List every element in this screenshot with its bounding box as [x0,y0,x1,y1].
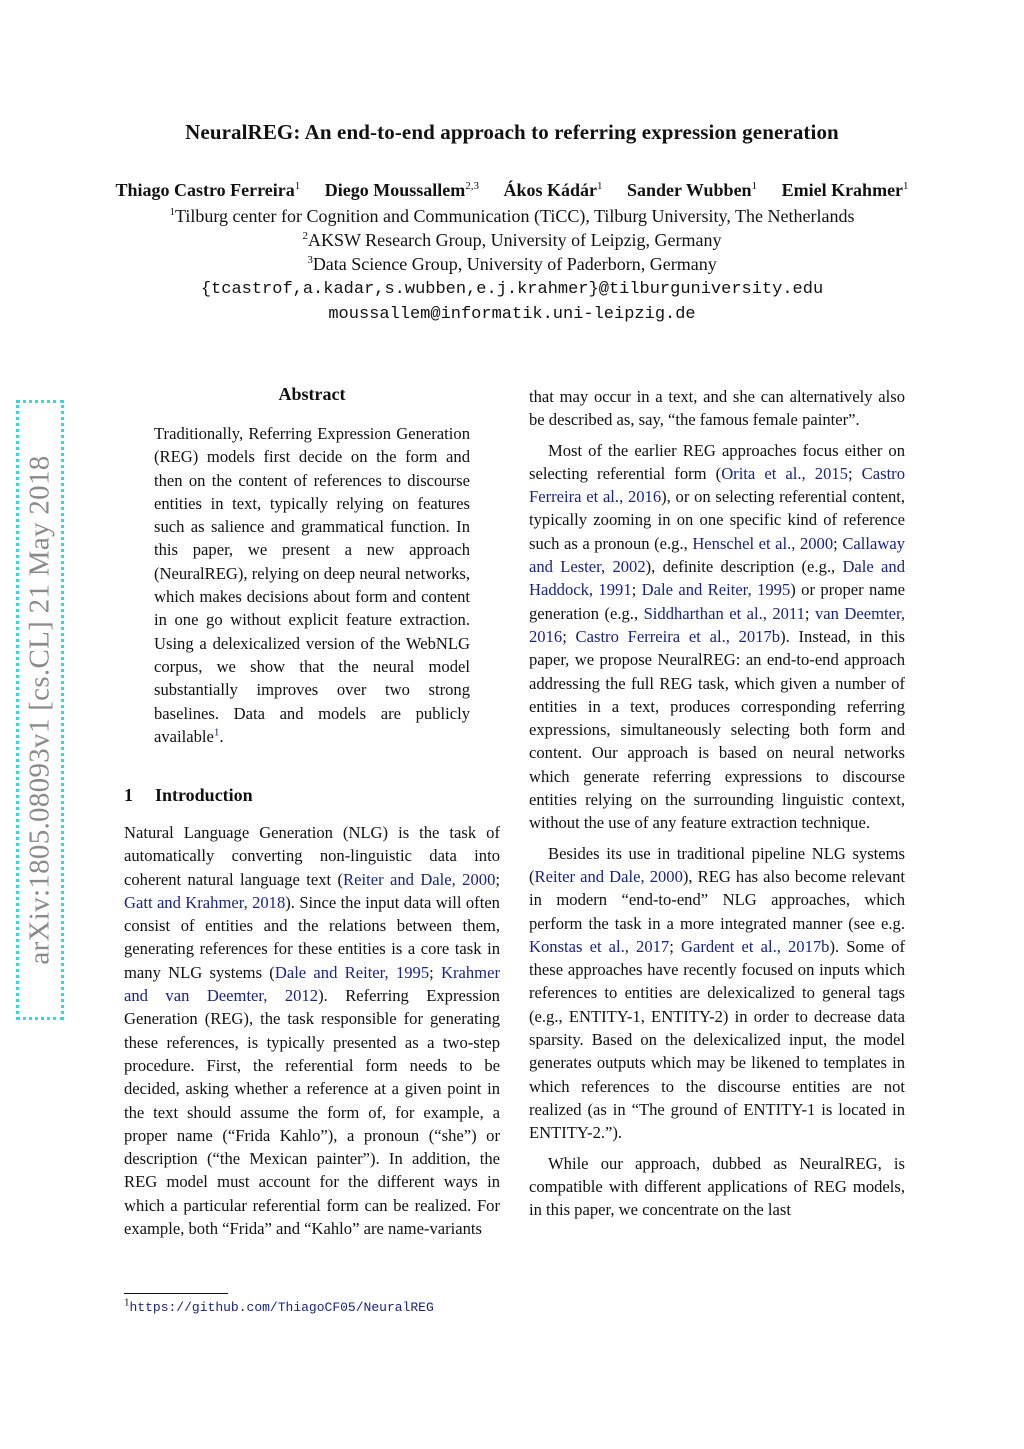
citation-link[interactable]: Reiter and Dale, 2000 [534,866,683,886]
author-5: Emiel Krahmer$^1$ [781,180,909,200]
citation-link[interactable]: Reiter and Dale, 2000 [343,869,496,889]
paragraph [529,1152,905,1222]
affiliation-3: $^3$Data Science Group, University of Paderborn, Germany [307,254,717,274]
body-text: Natural Language Generation (NLG) is the task of automatically converting non-linguistic data into coherent natural language text ( [124,823,500,889]
author-4: Sander Wubben$^1$ [627,180,758,200]
body-text: ), definite description (e.g., [645,557,843,577]
citation-link[interactable]: Dale and Reiter, 1995 [641,580,791,600]
citation-link[interactable]: van Deemter, 2016 [529,603,905,646]
author-2: Diego Moussallem$^{2,3}$ [324,180,479,200]
arxiv-identifier-text: arXiv:1805.08093v1 [cs.CL] 21 May 2018 [23,455,56,965]
author-1: Thiago Castro Ferreira$^1$ [115,180,301,200]
citation-link[interactable]: Henschel et al., 2000 [692,533,834,553]
body-text: that may occur in a text, and she can alternatively also be described as, say, “the famous female painter”. [529,387,905,430]
citation-link[interactable]: Callaway and Lester, 2002 [529,533,905,577]
intro-left-column [124,821,500,1240]
paragraph [529,842,905,1145]
citation-link[interactable]: Siddharthan et al., 2011 [643,603,805,623]
body-text: ; [833,533,843,553]
section-heading-introduction: 1 Introduction [124,785,253,805]
author-3: Ákos Kádár$^1$ [503,180,603,200]
paragraph [529,385,905,432]
body-text: While our approach, dubbed as NeuralREG, is compatible with different applications of REG models, in this paper, we concentrate on the last [529,1153,905,1220]
body-text: ; [804,603,815,623]
body-text: Most of the earlier REG approaches focus either on selecting referential form ( [529,440,905,483]
body-text: ; [631,580,642,600]
arxiv-identifier[interactable] [16,400,64,1020]
body-text: ). Referring Expression Generation (REG), the task responsible for generating these references, is typically presented as a two-step procedure. First, the referential form needs to be decided, asking whether a reference at a given point in the text should assume the form of, for example, a proper name (“Frida Kahlo”), a pronoun (“she”) or description (“the Mexican painter”). In addition, the REG model must account for the different ways in which a particular referential form can be realized. For example, both “Frida” and “Kahlo” are name-variants [124,986,500,1239]
citation-link[interactable]: Dale and Reiter, 1995 [274,962,430,982]
abstract-text: Traditionally, Referring Expression Generation (REG) models first decide on the form and then on the content of references to discourse entities in text, typically relying on features such as salience and grammatical function. In this paper, we present a new approach (NeuralREG), relying on deep neural networks, which makes decisions about form and content in one go without explicit feature extraction. Using a delexicalized version of the WebNLG corpus, we show that the neural model substantially improves over two strong baselines. Data and models are publicly available$^1$. [154,424,470,746]
email-line-1[interactable]: {tcastrof,a.kadar,s.wubben,e.j.krahmer}@tilburguniversity.edu [200,280,824,299]
body-text: ; [562,626,576,646]
footnote-rule [124,1293,228,1294]
body-text: ). Since the input data will often consist of entities and the relations between them, generating references for these entities is a core task in many NLG systems ( [124,892,500,982]
footnote-mark-link[interactable]: 1 [213,726,220,739]
body-text: ), or on selecting referential content, typically zooming in on one specific kind of reference such as a pronoun (e.g., [529,487,905,553]
citation-link[interactable]: Gardent et al., 2017b [680,936,830,956]
citation-link[interactable]: Gatt and Krahmer, 2018 [124,892,286,912]
body-text: ; [495,869,500,889]
paper-title: NeuralREG: An end-to-end approach to referring expression generation [185,120,839,144]
body-text: ). Instead, in this paper, we propose NeuralREG: an end-to-end approach addressing the full REG task, which given a number of entities in a text, produces corresponding referring expressions, simultaneously selecting both form and content. Our approach is based on neural networks which generate referring expressions to discourse entities relying on the surrounding linguistic context, without the use of any feature extraction technique. [529,626,905,833]
citation-link[interactable]: Castro Ferreira et al., 2016 [529,463,905,507]
affiliation-2: $^2$AKSW Research Group, University of Leipzig, Germany [302,230,722,250]
footnote: $^1$https://github.com/ThiagoCF05/NeuralREG [124,1296,434,1315]
paragraph [529,439,905,835]
body-text: ; [847,463,862,483]
body-text: ; [669,936,681,956]
citation-link[interactable]: Konstas et al., 2017 [529,936,670,956]
citation-link[interactable]: Castro Ferreira et al., 2017b [575,626,781,646]
body-text: ) or proper name generation (e.g., [529,580,905,623]
body-text: Besides its use in traditional pipeline NLG systems ( [529,843,905,886]
body-text: ). Some of these approaches have recently focused on inputs which references to entities are delexicalized to general tags (e.g., ENTITY-1, ENTITY-2) in order to decrease data sparsity. Based on the delexicalized input, the model generates outputs which may be likened to templates in which references to the discourse entities are not realized (as in “The ground of ENTITY-1 is located in ENTITY-2.”). [529,936,905,1143]
citation-link[interactable]: Krahmer and van Deemter, 2012 [124,962,500,1006]
body-text: ), REG has also become relevant in modern “end-to-end” NLG approaches, which perform the task in a more integrated manner (see e.g. [529,866,905,933]
body-text: ; [429,962,442,982]
affiliation-1: $^1$Tilburg center for Cognition and Communication (TiCC), Tilburg University, The Netherlands [169,206,855,226]
author-list [0,180,1024,201]
citation-link[interactable]: Dale and Haddock, 1991 [529,557,905,600]
email-line-2[interactable]: moussallem@informatik.uni-leipzig.de [328,305,696,324]
citation-link[interactable]: Orita et al., 2015 [721,463,848,483]
intro-right-column [529,385,905,1221]
abstract-heading: Abstract [278,384,346,404]
footnote-url-link[interactable]: https://github.com/ThiagoCF05/NeuralREG [129,1300,434,1315]
